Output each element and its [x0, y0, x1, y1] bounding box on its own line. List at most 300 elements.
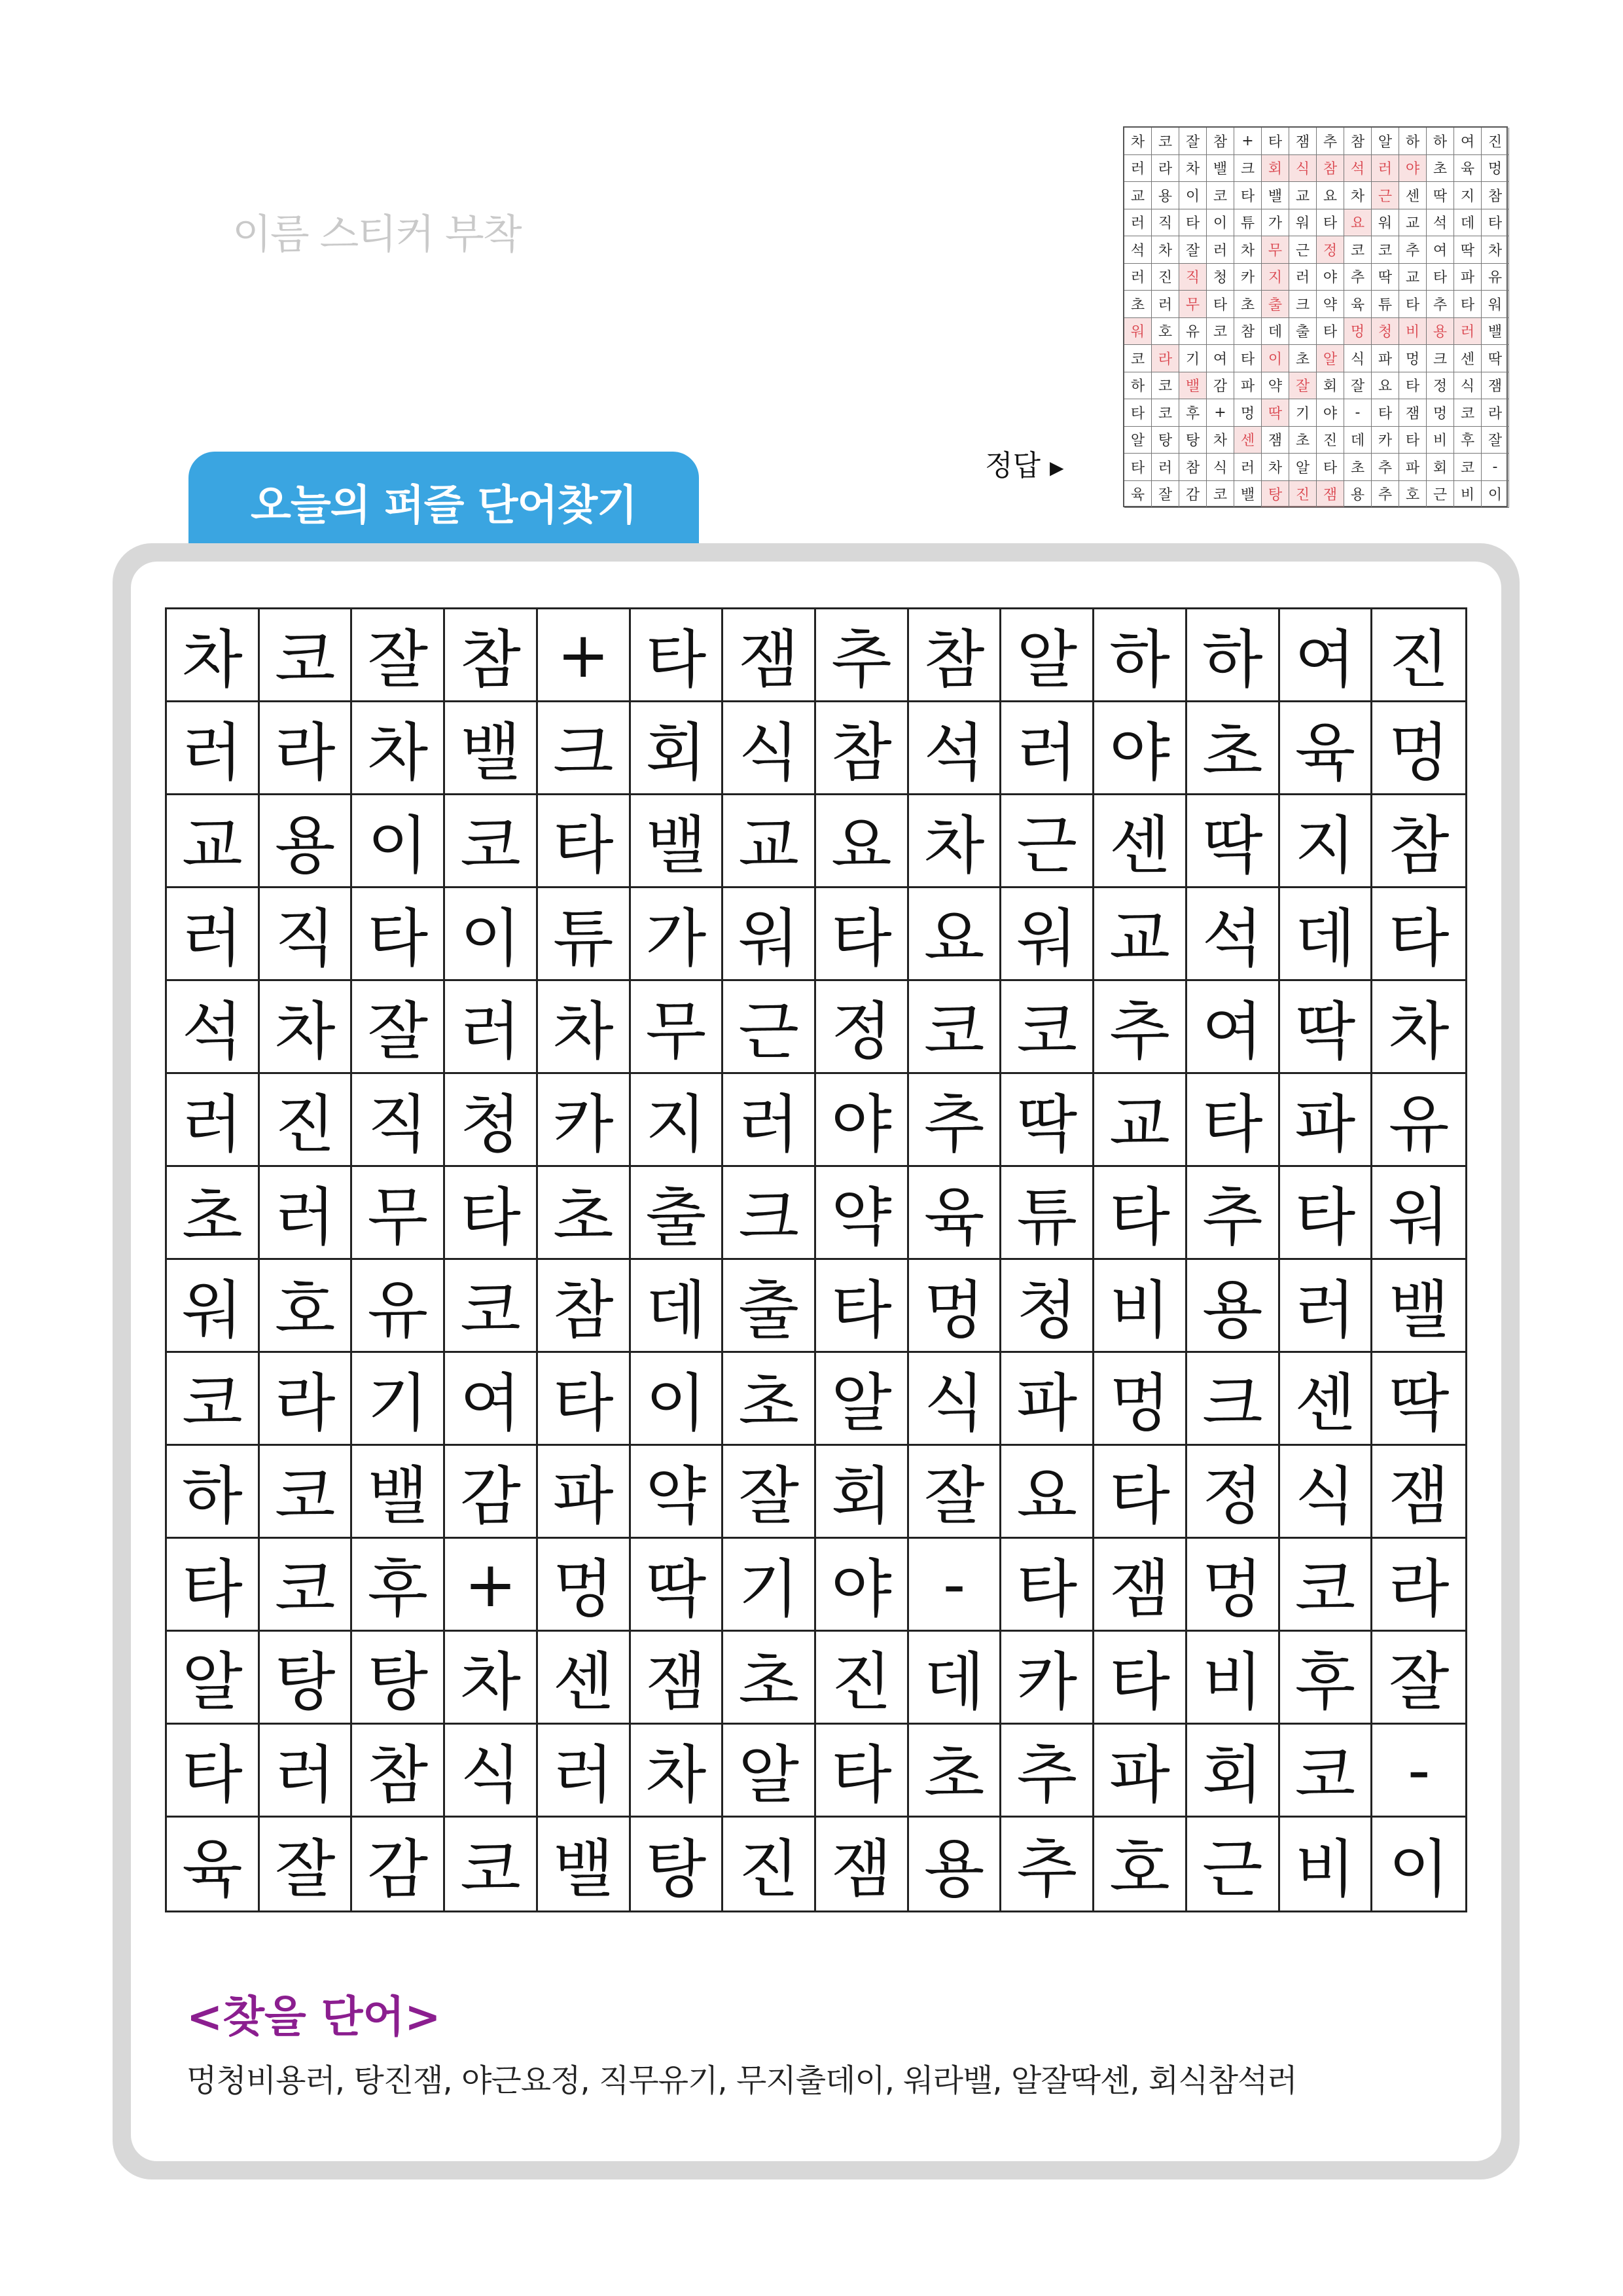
grid-cell[interactable]: 추	[1094, 981, 1187, 1074]
grid-cell[interactable]: 센	[1094, 795, 1187, 888]
answer-cell: 밸	[1482, 318, 1509, 346]
answer-cell: 요	[1372, 372, 1399, 400]
grid-cell[interactable]: 기	[352, 1353, 445, 1446]
grid-cell[interactable]: 참	[909, 609, 1002, 702]
grid-cell[interactable]: 코	[260, 609, 353, 702]
grid-cell[interactable]: 교	[167, 795, 260, 888]
answer-cell: 밸	[1234, 481, 1262, 509]
answer-cell: 타	[1262, 128, 1289, 155]
grid-cell[interactable]: 참	[445, 609, 538, 702]
answer-cell: 타	[1427, 264, 1454, 291]
answer-cell: 코	[1207, 318, 1234, 346]
grid-cell[interactable]: 추	[1187, 1167, 1280, 1260]
answer-cell: 데	[1344, 427, 1372, 454]
grid-cell[interactable]: 워	[723, 888, 816, 981]
answer-cell: 참	[1179, 454, 1207, 481]
answer-cell: 타	[1234, 345, 1262, 372]
grid-cell[interactable]: 추	[816, 609, 909, 702]
grid-cell[interactable]: 알	[167, 1632, 260, 1725]
answer-cell: 타	[1179, 209, 1207, 237]
grid-cell[interactable]: 센	[538, 1632, 631, 1725]
grid-cell[interactable]: 석	[909, 702, 1002, 795]
grid-cell[interactable]: 초	[909, 1725, 1002, 1818]
grid-cell[interactable]: 초	[723, 1632, 816, 1725]
grid-cell[interactable]: 여	[1187, 981, 1280, 1074]
grid-cell[interactable]: 참	[538, 1260, 631, 1353]
grid-cell[interactable]: 크	[1187, 1353, 1280, 1446]
grid-cell[interactable]: 타	[445, 1167, 538, 1260]
grid-cell[interactable]: 차	[1372, 981, 1465, 1074]
grid-cell[interactable]: 타	[1094, 1632, 1187, 1725]
grid-cell[interactable]: 비	[1187, 1632, 1280, 1725]
grid-cell[interactable]: 탕	[352, 1632, 445, 1725]
answer-cell: 지	[1454, 182, 1482, 209]
grid-cell[interactable]: 라	[260, 702, 353, 795]
answer-cell: 교	[1289, 182, 1317, 209]
grid-cell[interactable]: 코	[909, 981, 1002, 1074]
answer-cell: 초	[1289, 345, 1317, 372]
name-sticker-label: 이름 스티커 부착	[232, 210, 521, 258]
grid-cell[interactable]: 육	[1280, 702, 1373, 795]
answer-cell: 알	[1289, 454, 1317, 481]
answer-cell: 여	[1454, 128, 1482, 155]
grid-cell[interactable]: 진	[260, 1074, 353, 1167]
grid-cell[interactable]: 유	[1372, 1074, 1465, 1167]
answer-cell: 타	[1234, 182, 1262, 209]
grid-cell[interactable]: 데	[1280, 888, 1373, 981]
grid-cell[interactable]: 타	[1187, 1074, 1280, 1167]
grid-cell[interactable]: 요	[909, 888, 1002, 981]
grid-cell[interactable]: -	[909, 1539, 1002, 1632]
answer-cell: 참	[1234, 318, 1262, 346]
grid-cell[interactable]: 이	[1388, 1832, 1450, 1906]
grid-cell[interactable]: 멍	[538, 1539, 631, 1632]
grid-cell[interactable]: 타	[816, 1260, 909, 1353]
grid-cell[interactable]: 카	[538, 1074, 631, 1167]
grid-cell[interactable]: 알	[1001, 609, 1094, 702]
answer-cell: 식	[1207, 454, 1234, 481]
grid-cell[interactable]: 정	[816, 981, 909, 1074]
grid-cell[interactable]: 러	[260, 1725, 353, 1818]
answer-cell: 하	[1399, 128, 1427, 155]
grid-cell[interactable]: 초	[723, 1353, 816, 1446]
grid-cell[interactable]: 지	[1280, 795, 1373, 888]
grid-cell[interactable]: 타	[352, 888, 445, 981]
grid-cell[interactable]: 러	[723, 1074, 816, 1167]
grid-cell[interactable]: 약	[631, 1446, 724, 1539]
grid-cell[interactable]: 크	[723, 1167, 816, 1260]
answer-cell: 청	[1207, 264, 1234, 291]
grid-cell[interactable]: 차	[167, 609, 260, 702]
grid-cell[interactable]: 정	[1187, 1446, 1280, 1539]
grid-cell[interactable]: 파	[1280, 1074, 1373, 1167]
grid-cell[interactable]: 코	[260, 1539, 353, 1632]
answer-cell: 파	[1399, 454, 1427, 481]
answer-cell: 차	[1152, 236, 1179, 264]
grid-cell[interactable]: 직	[352, 1074, 445, 1167]
grid-cell[interactable]: 튜	[538, 888, 631, 981]
grid-cell[interactable]: 밸	[445, 702, 538, 795]
grid-cell[interactable]: 하	[167, 1446, 260, 1539]
grid-cell[interactable]: 파	[1001, 1353, 1094, 1446]
answer-cell-highlighted: 근	[1372, 182, 1399, 209]
answer-cell: 육	[1454, 155, 1482, 183]
grid-cell[interactable]: 러	[538, 1725, 631, 1818]
grid-cell[interactable]: 감	[445, 1446, 538, 1539]
grid-cell[interactable]: 차	[631, 1725, 724, 1818]
answer-cell: 비	[1454, 481, 1482, 509]
grid-cell[interactable]: 잘	[352, 981, 445, 1074]
right-arrow-icon: ▶	[1050, 456, 1064, 478]
grid-cell[interactable]: 차	[538, 981, 631, 1074]
answer-cell: 잘	[1482, 427, 1509, 454]
answer-cell: 진	[1317, 427, 1344, 454]
answer-cell: 참	[1482, 182, 1509, 209]
grid-cell[interactable]: +	[445, 1539, 538, 1632]
grid-cell[interactable]: 워	[1372, 1167, 1465, 1260]
answer-cell: 약	[1262, 372, 1289, 400]
answer-key-grid	[1123, 126, 1508, 507]
grid-cell[interactable]: 타	[1001, 1539, 1094, 1632]
grid-cell[interactable]: 가	[631, 888, 724, 981]
grid-cell[interactable]: 코	[445, 1818, 538, 1910]
grid-cell[interactable]: 차	[260, 981, 353, 1074]
grid-cell[interactable]: 식	[1280, 1446, 1373, 1539]
grid-cell[interactable]: 용	[260, 795, 353, 888]
grid-cell[interactable]: 러	[1280, 1260, 1373, 1353]
answer-cell: 러	[1152, 291, 1179, 318]
answer-cell: 코	[1372, 236, 1399, 264]
grid-cell[interactable]: 이	[631, 1353, 724, 1446]
answer-cell-highlighted: 러	[1454, 318, 1482, 346]
grid-cell[interactable]: 잼	[723, 609, 816, 702]
grid-cell[interactable]: 잼	[1094, 1539, 1187, 1632]
answer-cell: 데	[1262, 318, 1289, 346]
grid-cell[interactable]: 요	[816, 795, 909, 888]
answer-cell: 초	[1344, 454, 1372, 481]
grid-cell[interactable]: 진	[1372, 609, 1465, 702]
grid-cell[interactable]: 타	[1094, 1167, 1187, 1260]
answer-cell: 근	[1289, 236, 1317, 264]
grid-cell[interactable]: 타	[167, 1725, 260, 1818]
grid-cell[interactable]: 튜	[1001, 1167, 1094, 1260]
answer-cell: 탕	[1179, 427, 1207, 454]
grid-cell[interactable]: 카	[1001, 1632, 1094, 1725]
grid-cell[interactable]: 러	[167, 1074, 260, 1167]
grid-cell[interactable]: 차	[445, 1632, 538, 1725]
grid-cell[interactable]: 회	[631, 702, 724, 795]
grid-cell[interactable]: 청	[1001, 1260, 1094, 1353]
grid-cell[interactable]: 타	[1280, 1167, 1373, 1260]
grid-cell[interactable]: 밸	[1372, 1260, 1465, 1353]
answer-cell: 초	[1289, 427, 1317, 454]
grid-cell[interactable]: 근	[723, 981, 816, 1074]
answer-cell: 코	[1152, 399, 1179, 427]
grid-cell[interactable]: 하	[1094, 609, 1187, 702]
grid-cell[interactable]: 여	[1280, 609, 1373, 702]
grid-cell[interactable]: 밸	[538, 1818, 631, 1910]
words-to-find-list: 멍청비용러, 탕진잼, 야근요정, 직무유기, 무지출데이, 워라밸, 알잘딱센, 회식참석러	[187, 2062, 1297, 2099]
grid-cell[interactable]: 교	[1094, 1074, 1187, 1167]
grid-cell[interactable]: 야	[816, 1539, 909, 1632]
grid-cell[interactable]: 밸	[352, 1446, 445, 1539]
grid-cell[interactable]: 용	[909, 1818, 1002, 1910]
grid-cell[interactable]: 잼	[1372, 1446, 1465, 1539]
answer-cell: 탕	[1152, 427, 1179, 454]
grid-cell[interactable]: 잼	[816, 1818, 909, 1910]
grid-cell[interactable]: 딱	[1187, 795, 1280, 888]
grid-cell[interactable]: 딱	[1280, 981, 1373, 1074]
grid-cell[interactable]: 유	[352, 1260, 445, 1353]
grid-cell[interactable]: 참	[816, 702, 909, 795]
answer-cell: 회	[1317, 372, 1344, 400]
grid-cell[interactable]: 근	[1187, 1818, 1280, 1910]
grid-cell[interactable]: 탕	[260, 1632, 353, 1725]
answer-cell: 크	[1427, 345, 1454, 372]
answer-cell: 코	[1152, 128, 1179, 155]
grid-cell[interactable]: 라	[1372, 1539, 1465, 1632]
grid-cell[interactable]: 잘	[1372, 1632, 1465, 1725]
answer-cell: 초	[1234, 291, 1262, 318]
grid-cell[interactable]: 식	[723, 702, 816, 795]
grid-cell[interactable]: 멍	[1094, 1353, 1187, 1446]
grid-cell[interactable]: 지	[631, 1074, 724, 1167]
grid-cell[interactable]: 잘	[260, 1818, 353, 1910]
answer-cell-highlighted: 청	[1372, 318, 1399, 346]
grid-cell[interactable]: 후	[352, 1539, 445, 1632]
answer-cell-highlighted: 잘	[1289, 372, 1317, 400]
answer-cell: 밸	[1262, 182, 1289, 209]
grid-cell[interactable]: 이	[445, 888, 538, 981]
answer-cell: 잘	[1179, 128, 1207, 155]
grid-cell[interactable]: 직	[260, 888, 353, 981]
answer-cell: 초	[1124, 291, 1152, 318]
grid-cell[interactable]: 타	[538, 795, 631, 888]
grid-cell[interactable]: 석	[1187, 888, 1280, 981]
grid-cell[interactable]: 초	[167, 1167, 260, 1260]
answer-cell: 교	[1399, 209, 1427, 237]
answer-cell: 타	[1482, 209, 1509, 237]
answer-cell: 타	[1454, 291, 1482, 318]
grid-cell[interactable]: 데	[909, 1632, 1002, 1725]
grid-cell[interactable]: 교	[723, 795, 816, 888]
answer-cell: 센	[1399, 182, 1427, 209]
grid-cell[interactable]: 탕	[631, 1818, 724, 1910]
answer-cell: 육	[1124, 481, 1152, 509]
grid-cell[interactable]: 러	[167, 702, 260, 795]
answer-cell: 식	[1344, 345, 1372, 372]
grid-cell[interactable]: 코	[445, 1260, 538, 1353]
grid-cell[interactable]: 요	[1001, 1446, 1094, 1539]
grid-cell[interactable]: 코	[1280, 1725, 1373, 1818]
grid-cell[interactable]: 타	[1094, 1446, 1187, 1539]
answer-cell: 야	[1317, 264, 1344, 291]
grid-cell[interactable]: 육	[167, 1818, 260, 1910]
answer-cell: -	[1482, 454, 1509, 481]
grid-cell[interactable]: 초	[1187, 702, 1280, 795]
answer-cell: 회	[1427, 454, 1454, 481]
answer-cell-highlighted: 비	[1399, 318, 1427, 346]
answer-cell: 약	[1317, 291, 1344, 318]
grid-cell[interactable]: 러	[260, 1167, 353, 1260]
grid-cell[interactable]: 잘	[352, 609, 445, 702]
answer-cell: 멍	[1482, 155, 1509, 183]
answer-cell: 이	[1482, 481, 1509, 509]
answer-cell: 타	[1372, 399, 1399, 427]
answer-cell: 타	[1124, 454, 1152, 481]
grid-cell[interactable]: 워	[1001, 888, 1094, 981]
grid-cell[interactable]: 초	[538, 1167, 631, 1260]
grid-cell[interactable]: 참	[352, 1725, 445, 1818]
grid-cell[interactable]: 잼	[631, 1632, 724, 1725]
answer-cell: 딱	[1482, 345, 1509, 372]
grid-cell[interactable]: 육	[909, 1167, 1002, 1260]
answer-cell: 정	[1427, 372, 1454, 400]
grid-cell[interactable]: 멍	[1372, 702, 1465, 795]
answer-cell: 파	[1372, 345, 1399, 372]
grid-cell[interactable]: 워	[167, 1260, 260, 1353]
grid-cell[interactable]: 타	[1372, 888, 1465, 981]
grid-cell[interactable]: 러	[1001, 702, 1094, 795]
answer-cell: 카	[1372, 427, 1399, 454]
grid-cell[interactable]: 석	[167, 981, 260, 1074]
grid-cell[interactable]: 타	[816, 1725, 909, 1818]
grid-cell[interactable]: 코	[445, 795, 538, 888]
answer-cell-highlighted: 워	[1124, 318, 1152, 346]
grid-cell[interactable]: 타	[816, 888, 909, 981]
grid-cell[interactable]: 추	[909, 1074, 1002, 1167]
answer-cell: 딱	[1427, 182, 1454, 209]
answer-cell: 차	[1344, 182, 1372, 209]
answer-cell: 코	[1454, 399, 1482, 427]
grid-cell[interactable]: 라	[260, 1353, 353, 1446]
grid-cell[interactable]: 호	[260, 1260, 353, 1353]
answer-cell: 참	[1344, 128, 1372, 155]
grid-cell[interactable]: 파	[538, 1446, 631, 1539]
grid-cell[interactable]: 크	[538, 702, 631, 795]
grid-cell[interactable]: 코	[1001, 981, 1094, 1074]
grid-cell[interactable]: 알	[816, 1353, 909, 1446]
grid-cell[interactable]: 식	[909, 1353, 1002, 1446]
grid-cell[interactable]: 비	[1280, 1818, 1373, 1910]
grid-cell[interactable]: 청	[445, 1074, 538, 1167]
grid-cell[interactable]: 딱	[631, 1539, 724, 1632]
answer-cell: 크	[1289, 291, 1317, 318]
grid-cell[interactable]: 이	[352, 795, 445, 888]
grid-cell[interactable]: 교	[1094, 888, 1187, 981]
grid-cell[interactable]: 코	[1280, 1539, 1373, 1632]
grid-cell[interactable]: 센	[1280, 1353, 1373, 1446]
grid-cell[interactable]: 멍	[1187, 1539, 1280, 1632]
grid-cell[interactable]: 딱	[1372, 1353, 1465, 1446]
grid-cell[interactable]: 데	[631, 1260, 724, 1353]
answer-cell: 직	[1152, 209, 1179, 237]
grid-cell[interactable]: 회	[1187, 1725, 1280, 1818]
grid-cell[interactable]: 알	[723, 1725, 816, 1818]
grid-cell[interactable]: 차	[352, 702, 445, 795]
answer-cell: +	[1207, 399, 1234, 427]
grid-cell[interactable]: 용	[1187, 1260, 1280, 1353]
answer-cell: 추	[1317, 128, 1344, 155]
grid-cell[interactable]: 러	[167, 888, 260, 981]
grid-cell[interactable]: 참	[1372, 795, 1465, 888]
grid-cell[interactable]: 하	[1187, 609, 1280, 702]
grid-cell[interactable]: 타	[631, 609, 724, 702]
grid-cell[interactable]: 잘	[723, 1446, 816, 1539]
grid-cell[interactable]: 추	[1001, 1818, 1094, 1910]
answer-cell: 딱	[1372, 264, 1399, 291]
grid-cell[interactable]: 무	[631, 981, 724, 1074]
grid-cell[interactable]: 비	[1094, 1260, 1187, 1353]
answer-cell: 진	[1482, 128, 1509, 155]
answer-cell: 잘	[1179, 236, 1207, 264]
grid-cell[interactable]: 감	[352, 1818, 445, 1910]
answer-cell-highlighted: 라	[1152, 345, 1179, 372]
answer-cell: 호	[1399, 481, 1427, 509]
grid-cell[interactable]: +	[538, 609, 631, 702]
grid-cell[interactable]: 진	[816, 1632, 909, 1725]
grid-cell[interactable]: 식	[445, 1725, 538, 1818]
answer-cell: 튜	[1372, 291, 1399, 318]
grid-cell[interactable]: 회	[816, 1446, 909, 1539]
answer-cell: 호	[1152, 318, 1179, 346]
answer-cell: 감	[1179, 481, 1207, 509]
grid-cell[interactable]: 러	[445, 981, 538, 1074]
grid-cell[interactable]: 기	[723, 1539, 816, 1632]
answer-cell-highlighted: 러	[1372, 155, 1399, 183]
grid-cell[interactable]: 코	[167, 1353, 260, 1446]
grid-cell[interactable]: 잘	[909, 1446, 1002, 1539]
grid-cell[interactable]: 여	[445, 1353, 538, 1446]
grid-cell[interactable]: 출	[723, 1260, 816, 1353]
grid-cell[interactable]: 밸	[631, 795, 724, 888]
answer-cell: 타	[1399, 427, 1427, 454]
grid-cell[interactable]: 약	[816, 1167, 909, 1260]
answer-cell: 러	[1234, 454, 1262, 481]
grid-cell[interactable]: 차	[909, 795, 1002, 888]
grid-cell[interactable]: 호	[1094, 1818, 1187, 1910]
word-search-grid	[165, 607, 1467, 1912]
grid-cell[interactable]: 무	[352, 1167, 445, 1260]
answer-cell-highlighted: 식	[1289, 155, 1317, 183]
grid-cell[interactable]: 타	[538, 1353, 631, 1446]
grid-cell[interactable]: 후	[1280, 1632, 1373, 1725]
answer-cell: 이	[1179, 182, 1207, 209]
grid-cell[interactable]: 딱	[1001, 1074, 1094, 1167]
grid-cell[interactable]: -	[1372, 1725, 1465, 1818]
grid-cell[interactable]: 야	[816, 1074, 909, 1167]
answer-cell: 차	[1262, 454, 1289, 481]
grid-cell[interactable]: 멍	[909, 1260, 1002, 1353]
grid-cell[interactable]: 타	[167, 1539, 260, 1632]
puzzle-title: 오늘의 퍼즐 단어찾기	[251, 482, 637, 530]
answer-cell: 워	[1289, 209, 1317, 237]
answer-cell: 크	[1234, 155, 1262, 183]
grid-cell[interactable]: 파	[1094, 1725, 1187, 1818]
answer-cell: 감	[1207, 372, 1234, 400]
grid-cell[interactable]: 진	[723, 1818, 816, 1910]
grid-cell[interactable]: 추	[1001, 1725, 1094, 1818]
grid-cell[interactable]: 출	[631, 1167, 724, 1260]
answer-cell: 코	[1152, 372, 1179, 400]
answer-cell: 차	[1124, 128, 1152, 155]
grid-cell[interactable]: 야	[1094, 702, 1187, 795]
answer-cell: 참	[1207, 128, 1234, 155]
answer-cell-highlighted: 센	[1234, 427, 1262, 454]
grid-cell[interactable]: 근	[1001, 795, 1094, 888]
grid-cell[interactable]: 코	[260, 1446, 353, 1539]
answer-cell: 차	[1207, 427, 1234, 454]
